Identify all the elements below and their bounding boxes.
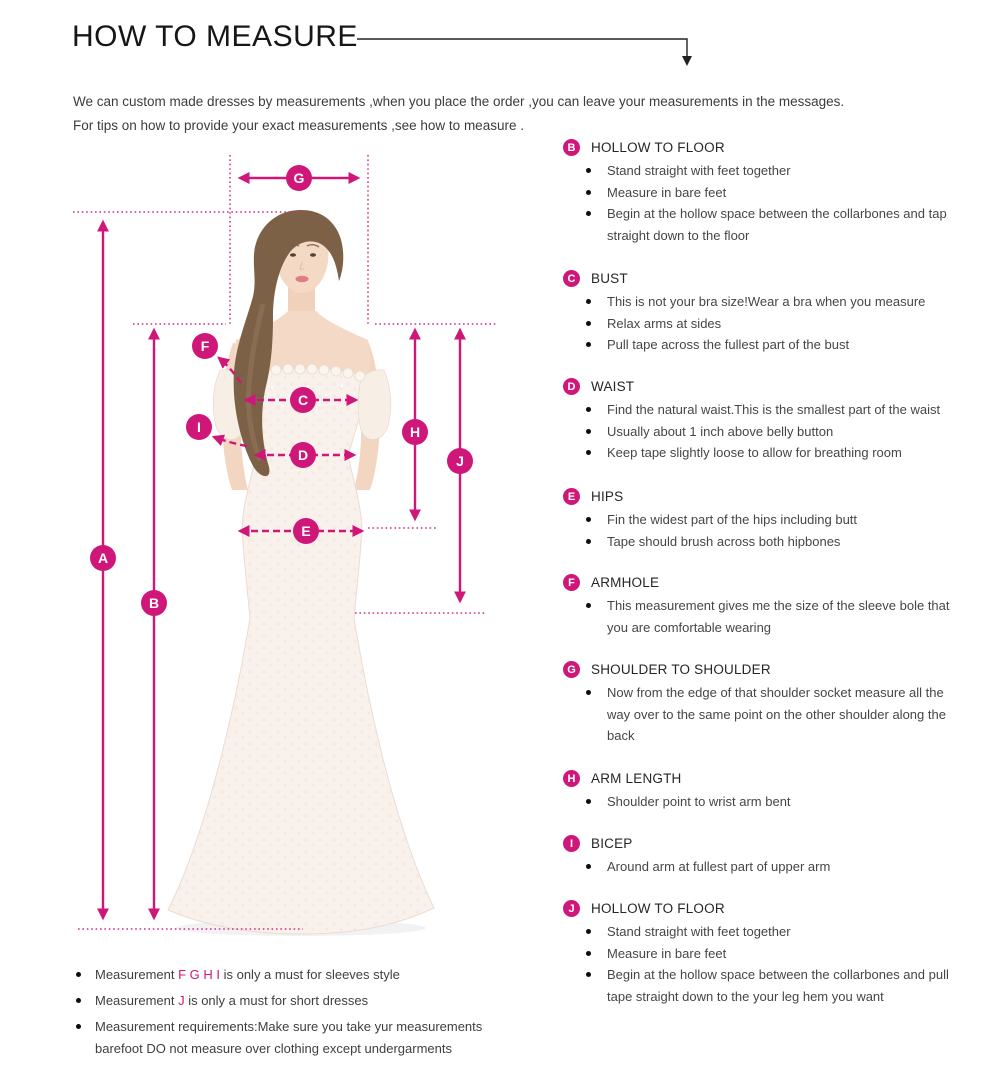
bullet-item: Fin the widest part of the hips including butt: [563, 509, 967, 531]
bullet-item: Tape should brush across both hipbones: [563, 531, 967, 553]
letter-badge: H: [563, 770, 580, 787]
intro-line-2: For tips on how to provide your exact measurements ,see how to measure .: [73, 117, 524, 133]
bullet-item: Measure in bare feet: [563, 182, 967, 204]
letter-badge: D: [563, 378, 580, 395]
section-title: BICEP: [591, 836, 633, 851]
svg-text:A: A: [97, 550, 109, 566]
section-bicep: [563, 833, 988, 878]
bullet-item: Measure in bare feet: [563, 943, 967, 965]
note-text: is only a must for sleeves style: [219, 967, 400, 982]
letter-badge: I: [563, 835, 580, 852]
section-arm-length: [563, 768, 988, 813]
label-b: [141, 590, 167, 616]
note-text: Measurement requirements:Make sure you take yur measurements barefoot DO not measure over clothing except undergarments: [95, 1019, 483, 1056]
label-j: [447, 448, 473, 474]
footnote: [72, 990, 495, 1012]
label-d: [290, 442, 316, 468]
note-text: Measurement: [95, 967, 179, 982]
bullet-item: Begin at the hollow space between the collarbones and tap straight down to the floor: [563, 203, 967, 246]
label-f: [192, 333, 218, 359]
bullet-item: Stand straight with feet together: [563, 160, 967, 182]
letter-badge: F: [563, 574, 580, 591]
page-title: HOW TO MEASURE: [72, 20, 358, 53]
section-waist: [563, 376, 988, 464]
section-shoulder-to-shoulder: [563, 659, 988, 747]
label-g: [286, 165, 312, 191]
note-text: is only a must for short dresses: [184, 993, 369, 1008]
section-hollow-to-floor-b: [563, 137, 988, 246]
bullet-item: This is not your bra size!Wear a bra when you measure: [563, 291, 967, 313]
section-title: HOLLOW TO FLOOR: [591, 140, 725, 155]
section-bust: [563, 268, 988, 356]
svg-text:C: C: [297, 392, 309, 408]
section-hollow-to-floor-j: [563, 898, 988, 1007]
note-highlight: F G H I: [178, 967, 220, 982]
section-title: ARM LENGTH: [591, 771, 682, 786]
bullet-item: Find the natural waist.This is the smallest part of the waist: [563, 399, 967, 421]
section-armhole: [563, 572, 988, 638]
label-e: [293, 518, 319, 544]
label-a: [90, 545, 116, 571]
svg-text:I: I: [197, 419, 201, 435]
footnote: [72, 964, 495, 986]
letter-badge: J: [563, 900, 580, 917]
section-hips: [563, 486, 988, 552]
footnotes: [72, 964, 495, 1064]
bullet-item: Relax arms at sides: [563, 313, 967, 335]
section-title: SHOULDER TO SHOULDER: [591, 662, 771, 677]
bullet-item: Usually about 1 inch above belly button: [563, 421, 967, 443]
letter-badge: E: [563, 488, 580, 505]
bullet-item: Shoulder point to wrist arm bent: [563, 791, 967, 813]
section-title: ARMHOLE: [591, 575, 660, 590]
bullet-item: Around arm at fullest part of upper arm: [563, 856, 967, 878]
bullet-item: Now from the edge of that shoulder socket measure all the way over to the same point on the other shoulder along the back: [563, 682, 967, 747]
svg-text:G: G: [293, 170, 305, 186]
section-title: BUST: [591, 271, 628, 286]
title-pointer-arrow-icon: [350, 28, 695, 70]
bullet-item: Stand straight with feet together: [563, 921, 967, 943]
bullet-item: Pull tape across the fullest part of the bust: [563, 334, 967, 356]
bullet-item: This measurement gives me the size of the sleeve bole that you are comfortable wearing: [563, 595, 967, 638]
label-i: [186, 414, 212, 440]
measurement-diagram: [50, 140, 510, 950]
letter-badge: B: [563, 139, 580, 156]
intro-line-1: We can custom made dresses by measurements ,when you place the order ,you can leave your measurements in the messages.: [73, 93, 845, 109]
model-photo: [168, 210, 434, 936]
label-h: [402, 419, 428, 445]
letter-badge: C: [563, 270, 580, 287]
svg-text:D: D: [297, 447, 309, 463]
section-title: HOLLOW TO FLOOR: [591, 901, 725, 916]
label-c: [290, 387, 316, 413]
svg-text:H: H: [409, 424, 421, 440]
footnote: [72, 1016, 495, 1060]
bullet-item: Begin at the hollow space between the collarbones and pull tape straight down to the your leg hem you want: [563, 964, 967, 1007]
svg-text:F: F: [200, 338, 210, 354]
svg-text:J: J: [456, 453, 464, 469]
note-text: Measurement: [95, 993, 179, 1008]
section-title: WAIST: [591, 379, 635, 394]
note-highlight: J: [178, 993, 185, 1008]
section-title: HIPS: [591, 489, 624, 504]
letter-badge: G: [563, 661, 580, 678]
bullet-item: Keep tape slightly loose to allow for breathing room: [563, 442, 967, 464]
svg-text:B: B: [148, 595, 160, 611]
svg-text:E: E: [301, 523, 311, 539]
